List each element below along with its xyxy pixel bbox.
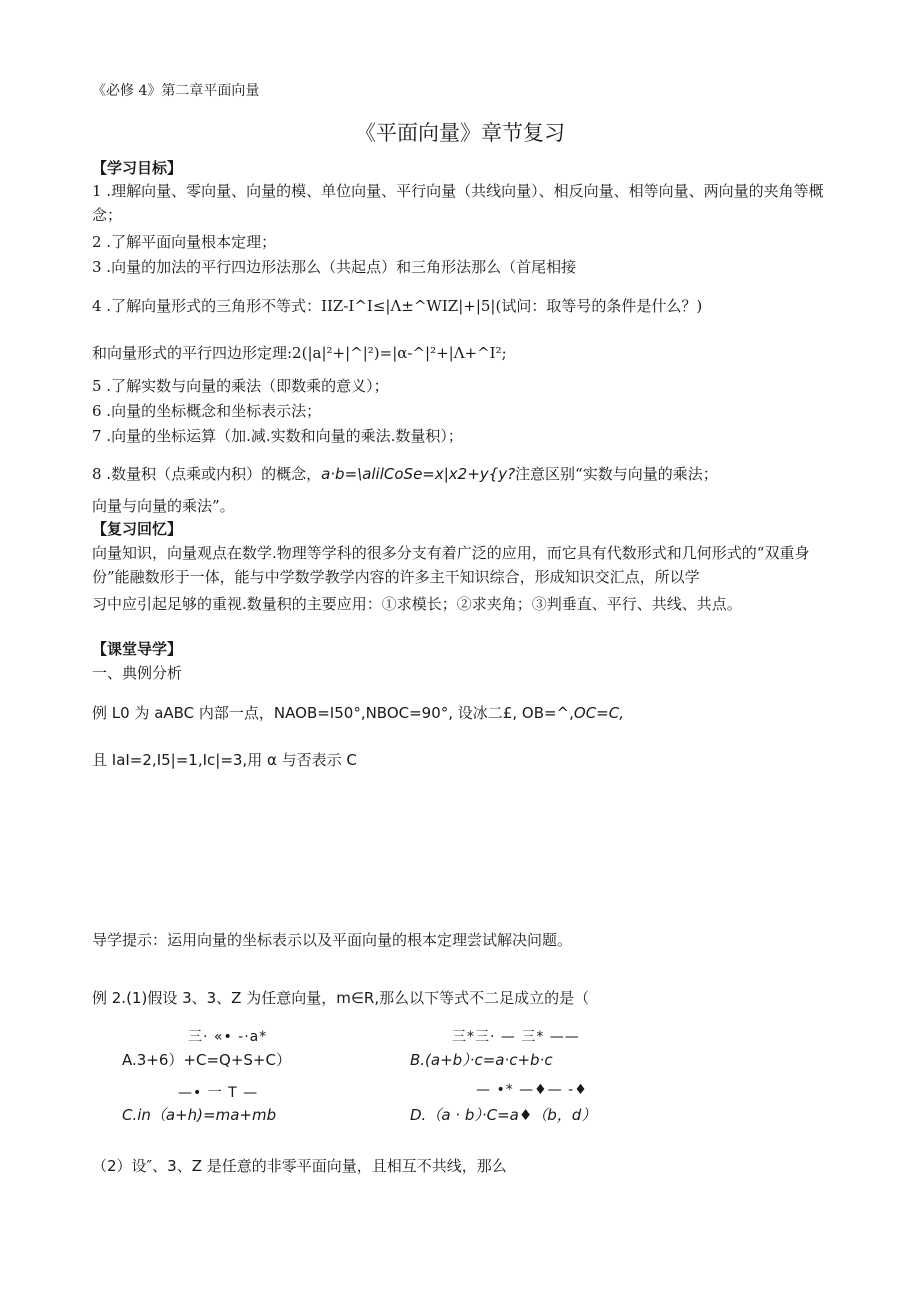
objective-4: 4 .了解向量形式的三角形不等式：IIZ-I^I≤|Λ±^WIZ|+|5|(试问：取等号的条件是什么？) — [92, 297, 703, 315]
option-b: B.(a+b）·c=a·c+b·c — [410, 1051, 553, 1069]
example-1 — [92, 702, 624, 723]
review-paragraph-end: 习中应引起足够的重视.数量积的主要应用：①求模长；②求夹角；③判垂直、平行、共线、共点。 — [92, 595, 742, 613]
example-1-oc: OC=C, — [573, 704, 624, 722]
classroom-heading: 【课堂导学】 — [92, 640, 183, 658]
objective-8-suffix: 注意区别“实数与向量的乘法； — [515, 465, 718, 483]
option-a: A.3+6）+C=Q+S+C） — [122, 1051, 291, 1069]
example-1-line2: 且 IaI=2,I5|=1,Ic|=3,用 α 与否表示 C — [92, 751, 357, 769]
objective-5: 5 .了解实数与向量的乘法（即数乘的意义）； — [92, 377, 389, 395]
option-b-vector-marks: 三*三· — 三* —— — [452, 1029, 580, 1045]
objective-1: 1 .理解向量、零向量、向量的模、单位向量、平行向量（共线向量）、相反向量、相等向量、两向量的夹角等概念； — [92, 182, 824, 224]
objective-2: 2 .了解平面向量根本定理； — [92, 233, 277, 251]
objective-8-continued: 向量与向量的乘法”。 — [92, 497, 235, 515]
review-heading: 【复习回忆】 — [92, 520, 183, 538]
objective-8 — [92, 463, 718, 484]
document-header: 《必修 4》第二章平面向量 — [92, 83, 260, 99]
review-paragraph: 向量知识，向量观点在数学.物理等学科的很多分支有着广泛的应用，而它具有代数形式和几何形式的“双重身份”能融数形于一体，能与中学数学教学内容的许多主干知识综合，形成知识交汇点，所以学 — [92, 544, 810, 586]
objectives-heading: 【学习目标】 — [92, 159, 183, 177]
objective-3: 3 .向量的加法的平行四边形法那么（共起点）和三角形法那么（首尾相接 — [92, 258, 577, 276]
option-c: C.in（a+h)=ma+mb — [122, 1106, 277, 1124]
dot-product-formula: a·b=\alilCoSe=x|x2+y{y? — [321, 465, 516, 483]
example-2-part-2: （2）设″、3、Z 是任意的非零平面向量，且相互不共线，那么 — [92, 1157, 507, 1175]
example-2: 例 2.(1)假设 3、3、Z 为任意向量，m∈R,那么以下等式不二足成立的是（ — [92, 989, 590, 1007]
option-c-vector-marks: —• 一 T — — [178, 1085, 259, 1101]
example-1-text: 例 L0 为 aABC 内部一点，NAOB=I50°,NBOC=90°, 设冰二£, OB=^, — [92, 704, 574, 722]
guide-hint: 导学提示：运用向量的坐标表示以及平面向量的根本定理尝试解决问题。 — [92, 931, 573, 949]
objective-7: 7 .向量的坐标运算（加.减.实数和向量的乘法.数量积）； — [92, 427, 463, 445]
page-title: 《平面向量》章节复习 — [355, 121, 565, 145]
option-a-vector-marks: 三· «• -·a* — [188, 1029, 268, 1045]
parallelogram-theorem: 和向量形式的平行四边形定理:2(|a|²+|^|²)=|α-^|²+|Λ+^I²; — [92, 344, 507, 362]
option-d-vector-marks: — •* —♦— -♦ — [476, 1082, 588, 1098]
example-analysis-subheading: 一、典例分析 — [92, 664, 183, 682]
objective-8-prefix: 8 .数量积（点乘或内积）的概念， — [92, 465, 322, 483]
option-d: D.（a · b）·C=a♦（b，d） — [410, 1106, 597, 1124]
objective-6: 6 .向量的坐标概念和坐标表示法； — [92, 402, 322, 420]
